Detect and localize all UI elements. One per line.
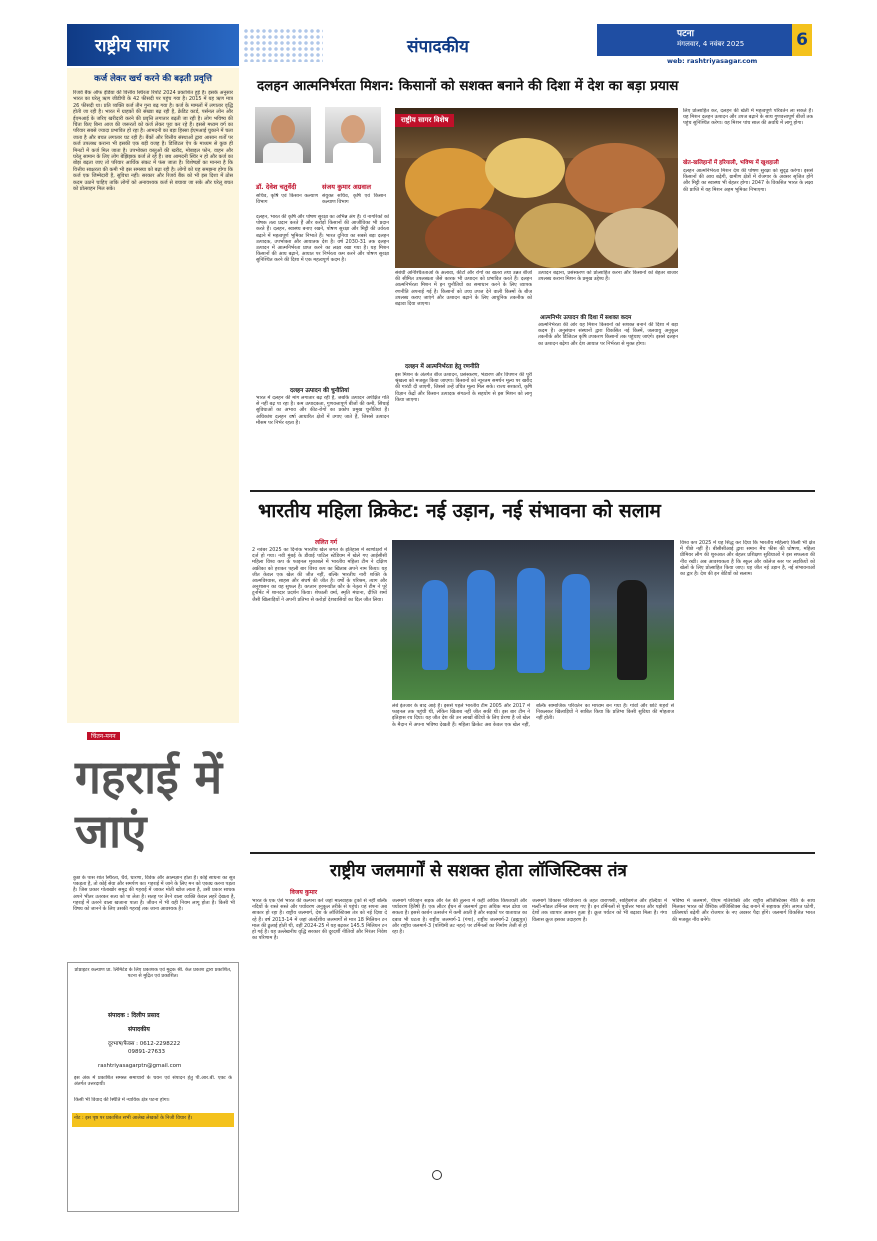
article3-headline: राष्ट्रीय जलमार्गों से सशक्त होता लॉजिस्टिक्स तंत्र xyxy=(330,861,627,881)
special-label: राष्ट्रीय सागर विशेष xyxy=(395,114,454,127)
article2-author: ललित गर्ग xyxy=(315,539,337,546)
thought-label: चिंतन-मनन xyxy=(87,732,120,740)
page-number: 6 xyxy=(792,24,812,56)
article1-body-left2: भारत में दलहन की मांग लगातार बढ़ रही है, जबकि उत्पादन अपेक्षित गति से नहीं बढ़ पा रहा है। कम उत्पादकता, गुणवत्तापूर्ण बीजों की कमी, सिंचाई सुविधाओं का अभाव और कीट-रोगों का प्रकोप प्रमुख चुनौतियां हैं। अधिकांश दलहन वर्षा आधारित क्षेत्रों में उगाए जाते हैं, जिससे उत्पादन मौसम पर निर्भर रहता है। xyxy=(256,395,389,426)
website: web: rashtriyasagar.com xyxy=(667,57,758,65)
article1-right-col-body: दलहन आत्मनिर्भरता मिशन देश की पोषण सुरक्षा को सुदृढ़ करेगा। इससे किसानों की आय बढ़ेगी, ग्रामीण क्षेत्रों में रोजगार के अवसर सृजित होंगे और मिट्टी का स्वास्थ्य भी बेहतर होगा। 2047 के विकसित भारत के लक्ष्य की प्राप्ति में यह मिशन अहम भूमिका निभाएगा। xyxy=(683,168,813,193)
imprint-email: rashtriyasagarptn@gmail.com xyxy=(98,1063,182,1069)
author1-photo xyxy=(255,107,311,163)
logo-dots-icon xyxy=(243,28,323,62)
imprint-box xyxy=(67,962,239,1212)
brand-block xyxy=(67,24,239,66)
article3-author: विजय कुमार xyxy=(290,889,318,896)
imprint-dept: संपादकीय xyxy=(128,1026,150,1033)
divider-1 xyxy=(250,490,815,492)
imprint-footer: नोट : इस पृष्ठ पर प्रकाशित सभी आलेख लेखकों के निजी विचार हैं। xyxy=(72,1113,234,1127)
article1-body-left: दलहन, भारत की कृषि और पोषण सुरक्षा का अभिन्न अंग हैं। ये नागरिकों को पोषक तत्व प्रदान करते हैं और करोड़ों किसानों की आजीविका भी प्रदान करते हैं। दलहन, स्वास्थ्य बनाए रखने, पोषण सुरक्षा और मिट्टी की उर्वरता बढ़ाने में महत्वपूर्ण भूमिका निभाते हैं। भारत दुनिया का सबसे बड़ा दलहन उत्पादक, उपभोक्ता और आयातक देश है। वर्ष 2030-31 तक दलहन उत्पादन में आत्मनिर्भरता प्राप्त करने का लक्ष्य रखा गया है। यह मिशन किसानों की आय बढ़ाने, आयात पर निर्भरता कम करने और पोषण सुरक्षा सुनिश्चित करने की दिशा में एक महत्वपूर्ण कदम है। xyxy=(256,214,389,264)
article2-body3: विश्व कप 2025 में यह सिद्ध कर दिया कि भारतीय महिलाएं किसी भी क्षेत्र में पीछे नहीं हैं। बीसीसीआई द्वारा समान मैच फीस की घोषणा, महिला प्रीमियर लीग की शुरुआत और बेहतर प्रशिक्षण सुविधाओं ने इस सफलता की नींव रखी। अब आवश्यकता है कि स्कूल और कॉलेज स्तर पर लड़कियों को खेलों के लिए प्रोत्साहित किया जाए। यह जीत नई उड़ान है, नई संभावनाओं का द्वार है। देश की इन बेटियों को सलाम। xyxy=(680,540,815,578)
article1-headline: दलहन आत्मनिर्भरता मिशन: किसानों को सशक्त बनाने की दिशा में देश का बड़ा प्रयास xyxy=(257,78,679,94)
thought-body: कुछ के पास शांत स्थिरता, धैर्य, धारणा, विवेक और आत्मज्ञान होता है। कोई साधना का सूत्र पकड़ता है, तो कोई सेवा और समर्पण का। गहराई में जाने के लिए मन को एकाग्र करना पड़ता है। जिस प्रकार गोताखोर समुद्र की गहराई में जाकर मोती खोज लाता है, उसी प्रकार साधक अपने भीतर उतरकर सत्य को पा लेता है। सतह पर तैरने वाला व्यक्ति केवल लहरें देखता है, गहराई में उतरने वाला खजाना पाता है। जीवन में भी यही नियम लागू होता है। किसी भी विषय को जानने के लिए उसकी गहराई तक जाना आवश्यक है। xyxy=(73,875,235,913)
masthead xyxy=(67,24,812,66)
imprint-text: प्रोप्राइटर कल्याण प्रा. लिमिटेड के लिए प्रकाशक एवं मुद्रक श्री. केत प्रकाश द्वारा प्रकाशित, पटना से मुद्रित एवं प्रकाशित। xyxy=(74,967,232,980)
imprint-note2: किसी भी विवाद की स्थिति में न्यायिक क्षेत्र पटना होगा। xyxy=(74,1097,170,1103)
author2-photo xyxy=(325,107,381,163)
header-blue-bar xyxy=(597,24,792,56)
author2-role: संयुक्त सचिव, कृषि एवं किसान कल्याण विभाग xyxy=(322,193,386,206)
author2-name: संजय कुमार अग्रवाल xyxy=(322,183,372,191)
article1-body-mid2: इस मिशन के अंतर्गत बीज उत्पादन, प्रसंस्करण, भंडारण और विपणन की पूरी श्रृंखला को मजबूत किया जाएगा। किसानों को न्यूनतम समर्थन मूल्य पर खरीद की गारंटी दी जाएगी, जिससे उन्हें उचित मूल्य मिल सके। राज्य सरकारों, कृषि विज्ञान केंद्रों और किसान उत्पादक संगठनों के सहयोग से इस मिशन को लागू किया जाएगा। xyxy=(395,372,532,403)
article2-body: 2 नवंबर 2025 का दिनांक भारतीय खेल जगत के इतिहास में स्वर्णाक्षरों में दर्ज हो गया। नवी मुंबई के डीवाई पाटिल स्टेडियम में खेले गए आईसीसी महिला विश्व कप के फाइनल मुकाबले में भारतीय महिला टीम ने दक्षिण अफ्रीका को हराकर पहली बार विश्व कप का खिताब अपने नाम किया। यह जीत केवल एक खेल की जीत नहीं, बल्कि भारतीय नारी शक्ति के आत्मविश्वास, साहस और संघर्ष की जीत है। वर्षों के परिश्रम, त्याग और अनुशासन का यह सुफल है। कप्तान हरमनप्रीत कौर के नेतृत्व में टीम ने पूरे टूर्नामेंट में शानदार प्रदर्शन किया। शेफाली वर्मा, स्मृति मंधाना, दीप्ति शर्मा जैसी खिलाड़ियों ने अपनी प्रतिभा से करोड़ों देशवासियों का दिल जीत लिया। xyxy=(252,547,387,603)
authors-box xyxy=(250,105,390,165)
left-body: रिजर्व बैंक ऑफ इंडिया की वित्तीय स्थिरता रिपोर्ट 2024 प्रकाशित हुई है। इसके अनुसार भारत का घरेलू ऋण जीडीपी के 42 फीसदी पर पहुंच गया है। 2015 में यह ऋण मात्र 26 फीसदी था। प्रति व्यक्ति कर्ज तीन गुना बढ़ गया है। कर्ज के मामलों में लगातार वृद्धि होती जा रही है। भारत में ग्राहकों की संख्या बढ़ रही है, क्रेडिट कार्ड, पर्सनल लोन और ईएमआई के जरिए खरीदारी करने की प्रवृत्ति लगातार बढ़ती जा रही है। लोग भविष्य की चिंता किए बिना आज की जरूरतों को कर्ज लेकर पूरा कर रहे हैं। इससे मध्यम वर्ग का परिवार सबसे ज्यादा प्रभावित हो रहा है। आमदनी का बड़ा हिस्सा ईएमआई चुकाने में चला जाता है और बचत लगातार घट रही है। बैंकों और वित्तीय संस्थाओं द्वारा आसान शर्तों पर कर्ज उपलब्ध कराना भी इसकी एक बड़ी वजह है। डिजिटल ऐप के माध्यम से कुछ ही मिनटों में कर्ज मिल जाता है। उपभोक्ता वस्तुओं की खरीद, मोबाइल फोन, वाहन और घरेलू सामान के लिए लोग बेझिझक कर्ज ले रहे हैं। जब आमदनी स्थिर न हो और कर्ज का बोझ बढ़ता जाए तो परिवार आर्थिक संकट में फंस जाता है। विशेषज्ञों का मानना है कि वित्तीय साक्षरता की कमी भी इस समस्या को बढ़ा रही है। लोगों को यह समझना होगा कि कर्ज एक जिम्मेदारी है, सुविधा नहीं। सरकार और रिजर्व बैंक को भी इस दिशा में ठोस कदम उठाने चाहिए ताकि लोगों को अनावश्यक कर्ज से बचाया जा सके और घरेलू बचत को प्रोत्साहन मिल सके। xyxy=(73,90,233,193)
article1-subhead1: दलहन उत्पादन की चुनौतियां xyxy=(290,388,350,394)
date: मंगलवार, 4 नवंबर 2025 xyxy=(677,40,745,48)
imprint-phone: दूरभाष/फैक्स : 0612-2298222 xyxy=(108,1041,181,1047)
section-title: संपादकीय xyxy=(407,37,469,57)
thought-box xyxy=(67,730,239,960)
article3-body2: जलमार्ग परिवहन सड़क और रेल की तुलना में कहीं अधिक किफायती और पर्यावरण हितैषी है। एक लीटर ईंधन से जलमार्ग द्वारा अधिक माल ढोया जा सकता है। इससे कार्बन उत्सर्जन में कमी आती है और सड़कों पर यातायात का दबाव भी घटता है। राष्ट्रीय जलमार्ग-1 (गंगा), राष्ट्रीय जलमार्ग-2 (ब्रह्मपुत्र) और राष्ट्रीय जलमार्ग-3 (पश्चिमी तट नहर) पर टर्मिनलों का निर्माण तेजी से हो रहा है। xyxy=(392,898,527,936)
article1-right-col-top: लिए प्रोत्साहित कर, दलहन की खेती में महत्वपूर्ण परिवर्तन ला सकते हैं। यह मिशन दलहन उत्पादन और उपज बढ़ाने के साथ गुणवत्तापूर्ण बीजों तक पहुंच सुनिश्चित करेगा। यह मिशन पांच साल की अवधि में लागू होगा। xyxy=(683,108,813,127)
divider-2 xyxy=(250,852,815,854)
article1-subhead3: आत्मनिर्भर उत्पादन की दिशा में सशक्त कदम xyxy=(540,315,632,321)
article3-body3: जलमार्ग विकास परियोजना के तहत वाराणसी, साहिबगंज और हल्दिया में मल्टी-मॉडल टर्मिनल बनाए गए हैं। इन टर्मिनलों से पूर्वोत्तर भारत और पड़ोसी देशों तक व्यापार आसान हुआ है। क्रूज पर्यटन को भी बढ़ावा मिला है। गंगा विलास क्रूज इसका उदाहरण है। xyxy=(532,898,667,923)
article1-body-mid: संबंधी अनिश्चितताओं के अलावा, कीटों और रोगों का खतरा तथा उन्नत बीजों की सीमित उपलब्धता जैसे कारक भी उत्पादन को प्रभावित करते हैं। दलहन आत्मनिर्भरता मिशन में इन चुनौतियों का समाधान करने के लिए व्यापक रणनीति अपनाई गई है। किसानों को उच्च उपज देने वाली किस्मों के बीज उपलब्ध कराए जाएंगे और उत्पादन बढ़ाने के लिए आधुनिक तकनीक को बढ़ावा दिया जाएगा। xyxy=(395,270,532,308)
author1-role: सचिव, कृषि एवं किसान कल्याण विभाग xyxy=(256,193,318,206)
article1-body-right: आत्मनिर्भरता की ओर यह मिशन किसानों को सशक्त बनाने की दिशा में बड़ा कदम है। अनुसंधान संस्थानों द्वारा विकसित नई किस्में, जलवायु अनुकूल तकनीकें और डिजिटल कृषि उपकरण किसानों तक पहुंचाए जाएंगे। इससे दलहन का उत्पादन बढ़ेगा और देश आयात पर निर्भरता से मुक्त होगा। xyxy=(538,322,678,347)
brand-title: राष्ट्रीय सागर xyxy=(95,36,169,56)
article3-body: भारत के एक ऐसे भारत की कल्पना करें जहां मालवाहक ट्रकों से नहीं बल्कि नदियों के रास्ते सस्ते और पर्यावरण अनुकूल तरीके से पहुंचे। यह सपना अब साकार हो रहा है। राष्ट्रीय जलमार्ग, देश के लॉजिस्टिक्स तंत्र को नई दिशा दे रहे हैं। वर्ष 2013-14 में जहां अंतर्देशीय जलमार्गों से मात्र 18 मिलियन टन माल की ढुलाई होती थी, वहीं 2024-25 में यह बढ़कर 145.5 मिलियन टन हो गई है। यह उल्लेखनीय वृद्धि सरकार की दूरदर्शी नीतियों और निरंतर निवेश का परिणाम है। xyxy=(252,898,387,942)
imprint-mobile: 09891-27633 xyxy=(128,1049,165,1055)
article3-body4: भविष्य में जलमार्ग, पीएम गतिशक्ति और राष्ट्रीय लॉजिस्टिक्स नीति के साथ मिलकर भारत को वैश्विक लॉजिस्टिक्स केंद्र बनाने में सहायक होंगे। लागत घटेगी, प्रतिस्पर्धा बढ़ेगी और रोजगार के नए अवसर पैदा होंगे। जलमार्ग विकसित भारत की मजबूत नींव बनेंगे। xyxy=(672,898,815,923)
article1-subhead2: दलहन में आत्मनिर्भरता हेतु रणनीति xyxy=(405,364,480,370)
article2-headline: भारतीय महिला क्रिकेट: नई उड़ान, नई संभावना को सलाम xyxy=(258,500,661,522)
article1-right-col-head: खेत-खलिहानों में हरियाली, भविष्य में खुशहाली xyxy=(683,160,779,166)
imprint-note1: इस अंक में प्रकाशित समस्त समाचारों के चयन एवं संपादन हेतु पी.आर.बी. एक्ट के अंतर्गत उत्तरदायी। xyxy=(74,1075,232,1088)
circle-registration-icon xyxy=(432,1170,442,1180)
city: पटना xyxy=(677,29,694,39)
article1-body-right-top: उत्पादन बढ़ाना, प्रसंस्करण को प्रोत्साहित करना और किसानों को बेहतर बाजार उपलब्ध कराना मिशन के प्रमुख उद्देश्य हैं। xyxy=(538,270,678,283)
pulses-photo xyxy=(395,108,678,268)
thought-title: गहराई में जाएं xyxy=(75,750,223,858)
left-heading: कर्ज लेकर खर्च करने की बढ़ती प्रवृत्ति xyxy=(94,74,212,84)
cricket-photo xyxy=(392,540,674,700)
article2-body2: लंबे इंतजार के बाद आई है। इससे पहले भारतीय टीम 2005 और 2017 में फाइनल तक पहुंची थी, लेकिन खिताब नहीं जीत सकी थी। इस बार टीम ने इतिहास रच दिया। यह जीत देश की उन लाखों बेटियों के लिए प्रेरणा है जो खेल के मैदान में अपना भविष्य देखती हैं। महिला क्रिकेट अब केवल एक खेल नहीं, बल्कि सामाजिक परिवर्तन का माध्यम बन गया है। गांवों और छोटे शहरों से निकलकर खिलाड़ियों ने साबित किया कि प्रतिभा किसी सुविधा की मोहताज नहीं होती। xyxy=(392,703,674,728)
author1-name: डॉ. देवेश चतुर्वेदी xyxy=(256,183,297,191)
editor-label: संपादक : दिलीप प्रसाद xyxy=(108,1012,160,1019)
left-column xyxy=(67,68,239,723)
